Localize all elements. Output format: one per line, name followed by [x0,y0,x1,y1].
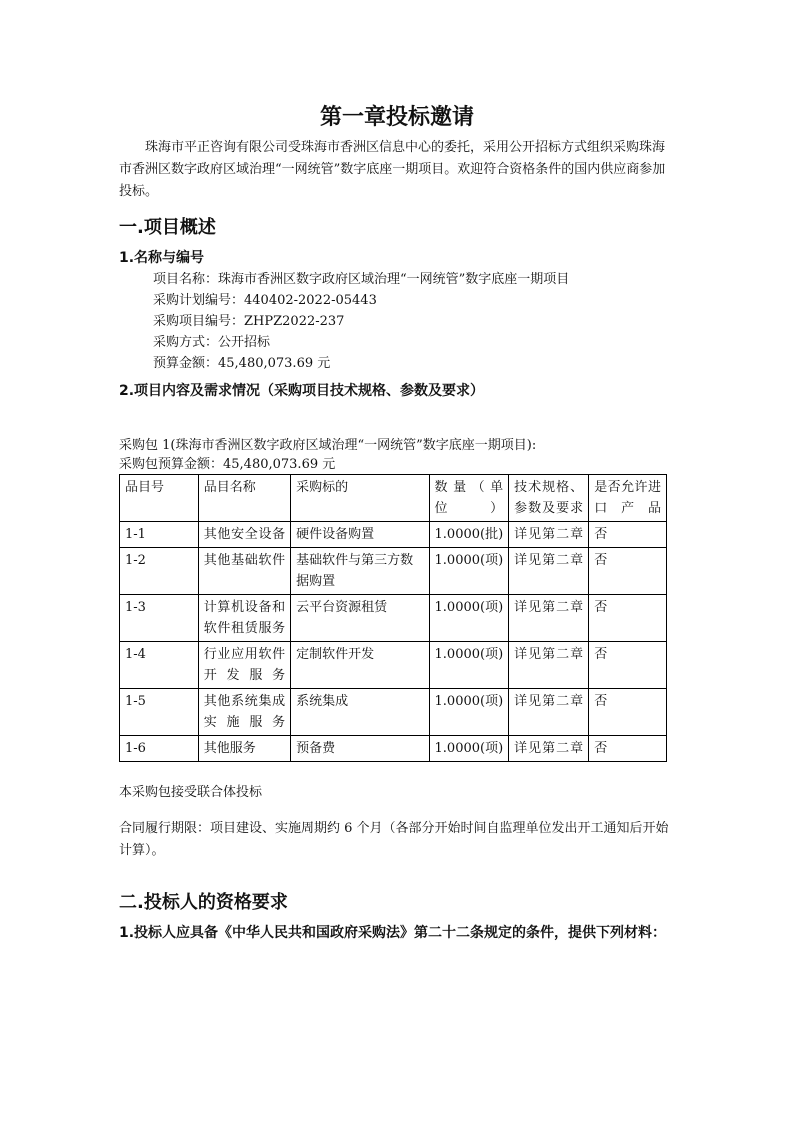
items-table [119,474,667,762]
package-info [119,436,675,474]
document-page [119,100,675,946]
header-spec: 技术规格、参数及要求 [509,475,589,522]
cell-target: 基础软件与第三方数据购置 [291,548,429,595]
header-quantity: 数量（单位） [429,475,509,522]
cell-item-name: 其他基础软件 [198,548,290,595]
cell-spec: 详见第二章 [509,736,589,762]
cell-target: 云平台资源租赁 [291,595,429,642]
cell-spec: 详见第二章 [509,548,589,595]
cell-item-name: 其他安全设备 [198,522,290,548]
project-info [119,269,675,374]
cell-spec: 详见第二章 [509,689,589,736]
subheading-name-number: 1.名称与编号 [119,250,205,266]
page-title: 第一章投标邀请 [319,105,474,130]
intro-paragraph: 珠海市平正咨询有限公司受珠海市香洲区信息中心的委托，采用公开招标方式组织采购珠海市香洲区数字政府区域治理“一网统管”数字底座一期项目。欢迎符合资格条件的国内供应商参加投标。 [119,140,666,199]
table-row [120,689,667,736]
cell-item-no: 1-3 [120,595,199,642]
header-target: 采购标的 [291,475,429,522]
plan-number: 采购计划编号：440402-2022-05443 [153,293,377,308]
cell-quantity: 1.0000(项) [429,642,509,689]
cell-quantity: 1.0000(项) [429,595,509,642]
cell-item-name: 行业应用软件开发服务 [198,642,290,689]
cell-spec: 详见第二章 [509,522,589,548]
table-row [120,736,667,762]
cell-item-no: 1-6 [120,736,199,762]
contract-period: 合同履行期限：项目建设、实施周期约 6 个月（各部分开始时间自监理单位发出开工通知后开始计算）。 [119,821,669,858]
cell-import: 否 [589,522,667,548]
table-row [120,595,667,642]
cell-spec: 详见第二章 [509,642,589,689]
cell-target: 预备费 [291,736,429,762]
project-number: 采购项目编号：ZHPZ2022-237 [153,314,345,329]
cell-import: 否 [589,595,667,642]
cell-quantity: 1.0000(项) [429,689,509,736]
header-import: 是否允许进口产品 [589,475,667,522]
cell-import: 否 [589,642,667,689]
cell-item-no: 1-5 [120,689,199,736]
cell-quantity: 1.0000(批) [429,522,509,548]
cell-item-name: 其他服务 [198,736,290,762]
cell-import: 否 [589,689,667,736]
procurement-method: 采购方式：公开招标 [153,335,271,350]
package-budget: 采购包预算金额：45,480,073.69 元 [119,457,336,472]
cell-item-name: 其他系统集成实施服务 [198,689,290,736]
section-heading-qualification: 二.投标人的资格要求 [119,892,288,913]
project-name: 项目名称：珠海市香洲区数字政府区域治理“一网统管”数字底座一期项目 [153,272,570,287]
cell-import: 否 [589,736,667,762]
budget-amount: 预算金额：45,480,073.69 元 [153,356,331,371]
cell-item-name: 计算机设备和软件租赁服务 [198,595,290,642]
package-line: 采购包 1(珠海市香洲区数字政府区域治理“一网统管”数字底座一期项目): [119,438,537,453]
cell-item-no: 1-1 [120,522,199,548]
table-row [120,642,667,689]
cell-item-no: 1-4 [120,642,199,689]
cell-import: 否 [589,548,667,595]
joint-bid-note: 本采购包接受联合体投标 [119,785,263,800]
cell-target: 硬件设备购置 [291,522,429,548]
table-row [120,522,667,548]
cell-quantity: 1.0000(项) [429,736,509,762]
cell-quantity: 1.0000(项) [429,548,509,595]
cell-item-no: 1-2 [120,548,199,595]
subheading-content: 2.项目内容及需求情况（采购项目技术规格、参数及要求） [119,383,485,399]
table-header-row [120,475,667,522]
cell-target: 系统集成 [291,689,429,736]
section-heading-overview: 一.项目概述 [119,217,216,238]
subheading-qualification-1: 1.投标人应具备《中华人民共和国政府采购法》第二十二条规定的条件，提供下列材料： [119,925,667,941]
header-item-name: 品目名称 [198,475,290,522]
cell-target: 定制软件开发 [291,642,429,689]
header-item-no: 品目号 [120,475,199,522]
cell-spec: 详见第二章 [509,595,589,642]
table-row [120,548,667,595]
